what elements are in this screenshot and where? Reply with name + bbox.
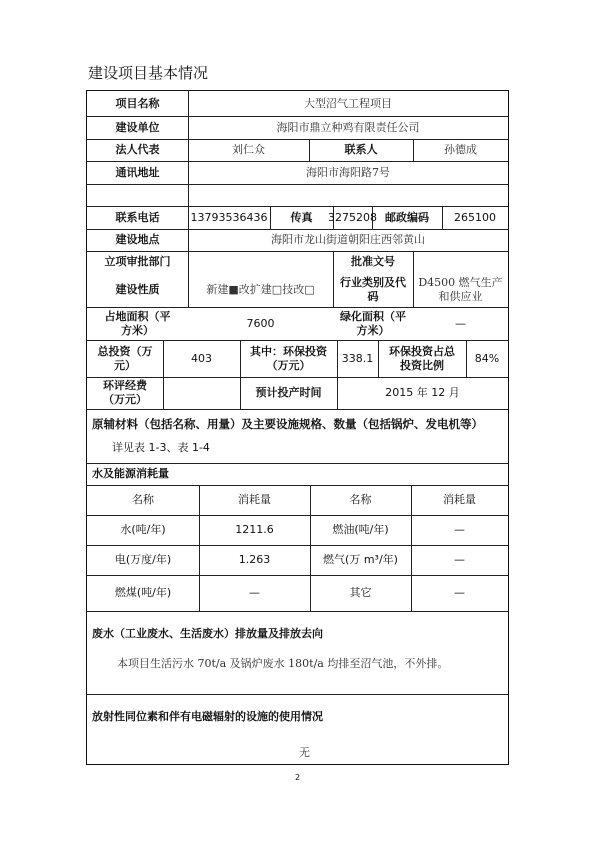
approval-dept-value xyxy=(188,251,333,273)
electricity-value: 1.263 xyxy=(238,553,271,566)
approval-no-label: 批准文号 xyxy=(351,255,395,268)
gas-value: — xyxy=(454,553,465,566)
other-label: 其它 xyxy=(349,586,372,599)
materials-title: 原辅材料（包括名称、用量）及主要设施规格、数量（包括锅炉、发电机等） xyxy=(92,417,483,431)
other-value: — xyxy=(454,586,465,599)
radiation-content: 无 xyxy=(299,746,310,759)
legal-rep-label: 法人代表 xyxy=(115,143,160,156)
builder-value: 海阳市鼎立种鸡有限责任公司 xyxy=(276,120,420,134)
phone-value: 13793536436 xyxy=(190,210,268,224)
builder-label: 建设单位 xyxy=(115,120,160,134)
industry-value: D4500 燃气生产和供应业 xyxy=(418,276,503,303)
postcode-label: 邮政编码 xyxy=(385,210,429,224)
location-label: 建设地点 xyxy=(115,233,160,246)
green-area-value: — xyxy=(455,316,466,330)
eia-fee-label: 环评经费（万元） xyxy=(103,379,147,406)
coal-label: 燃煤(吨/年) xyxy=(114,586,172,599)
nature-value: 新建■改扩建□技改□ xyxy=(206,283,315,296)
project-name-value: 大型沼气工程项目 xyxy=(304,96,392,110)
materials-content: 详见表 1-3、表 1-4 xyxy=(112,441,210,454)
eia-fee-value xyxy=(163,377,240,409)
fuel-oil-label: 燃油(吨/年) xyxy=(332,523,389,536)
phone-label: 联系电话 xyxy=(115,210,160,224)
approval-dept-label: 立项审批部门 xyxy=(104,255,171,268)
energy-header-amount-2: 消耗量 xyxy=(443,493,476,506)
fax-value: 3275208 xyxy=(328,210,377,224)
wastewater-title: 废水（工业废水、生活废水）排放量及排放去向 xyxy=(92,627,323,640)
page-title: 建设项目基本情况 xyxy=(88,64,209,82)
area-label: 占地面积（平方米） xyxy=(104,309,171,337)
energy-header-name-2: 名称 xyxy=(349,493,372,506)
project-name-label: 项目名称 xyxy=(115,96,160,110)
location-value: 海阳市龙山街道朝阳庄西邻黄山 xyxy=(271,233,425,246)
operation-time-label: 预计投产时间 xyxy=(255,386,322,399)
basic-info-table xyxy=(86,90,509,765)
page-number: 2 xyxy=(294,773,301,782)
nature-label: 建设性质 xyxy=(115,283,160,296)
water-value: 1211.6 xyxy=(235,523,274,536)
contact-value: 孙德成 xyxy=(444,143,477,156)
approval-no-value xyxy=(413,251,508,273)
total-invest-value: 403 xyxy=(191,351,212,365)
env-invest-label: 其中：环保投资（万元） xyxy=(250,344,327,372)
postcode-value: 265100 xyxy=(454,210,496,224)
env-invest-ratio-value: 84% xyxy=(474,351,500,365)
env-invest-value: 338.1 xyxy=(341,351,374,365)
energy-header-name-1: 名称 xyxy=(132,493,154,506)
energy-header-amount-1: 消耗量 xyxy=(238,493,271,506)
green-area-label: 绿化面积（平方米） xyxy=(340,309,406,337)
legal-rep-value: 刘仁众 xyxy=(232,143,265,156)
contact-label: 联系人 xyxy=(344,143,378,156)
industry-label: 行业类别及代码 xyxy=(340,276,406,303)
address-label: 通讯地址 xyxy=(115,165,160,179)
coal-value: — xyxy=(249,586,260,599)
electricity-label: 电(万度/年) xyxy=(114,553,172,566)
fuel-oil-value: — xyxy=(454,523,465,536)
total-invest-label: 总投资（万元） xyxy=(97,344,153,372)
operation-time-value: 2015 年 12 月 xyxy=(385,386,460,399)
gas-label: 燃气(万 m³/年) xyxy=(323,553,398,566)
wastewater-content: 本项目生活污水 70t/a 及锅炉废水 180t/a 均排至沼气池，不外排。 xyxy=(117,657,449,670)
energy-title: 水及能源消耗量 xyxy=(92,467,169,480)
water-label: 水(吨/年) xyxy=(120,523,166,536)
env-invest-ratio-label: 环保投资占总投资比例 xyxy=(389,344,455,372)
fax-label: 传真 xyxy=(290,210,313,224)
area-value: 7600 xyxy=(246,316,275,330)
address-value: 海阳市海阳路7号 xyxy=(306,165,390,179)
radiation-title: 放射性同位素和伴有电磁辐射的设施的使用情况 xyxy=(92,710,323,723)
